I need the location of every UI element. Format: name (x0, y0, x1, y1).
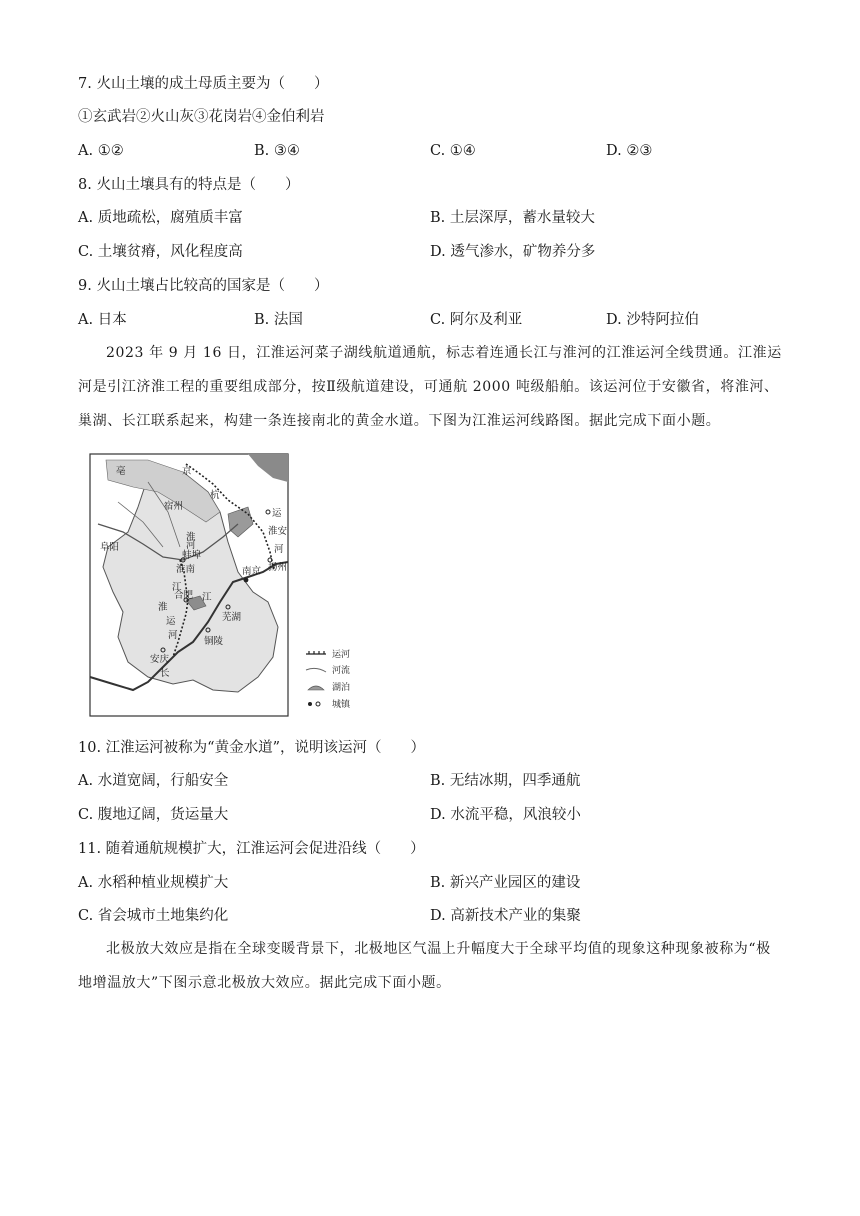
passage-canal (78, 336, 784, 438)
passage-canal-text: 2023 年 9 月 16 日，江淮运河菜子湖线航道通航，标志着连通长江与淮河的江淮运河全线贯通。江淮运河是引江济淮工程的重要组成部分，按Ⅱ级航道建设，可通航 2000 吨级船舶。该运河位于安徽省，将淮河、巢湖、长江联系起来，构建一条连接南北的黄金水道。下图为江淮运河线路图。据此完成下面小题。 (78, 345, 782, 429)
legend-canal-symbol (306, 651, 326, 654)
canal-route-map (88, 452, 378, 720)
q9-option-d: D. 沙特阿拉伯 (606, 312, 699, 328)
map-legend (306, 649, 351, 710)
label-tongling: 铜陵 (204, 636, 224, 647)
passage-arctic (78, 932, 784, 1000)
label-suzhou: 宿州 (164, 501, 184, 512)
label-wuhu: 芜湖 (222, 612, 242, 623)
label-chang: 长 (160, 668, 170, 679)
q9-option-b: B. 法国 (254, 312, 303, 328)
label-he-right: 河 (274, 544, 284, 555)
q11-option-b: B. 新兴产业园区的建设 (430, 875, 581, 891)
legend-lake-symbol (308, 686, 324, 690)
q9-option-c: C. 阿尔及利亚 (430, 312, 523, 328)
q8-option-a: A. 质地疏松，腐殖质丰富 (78, 210, 243, 226)
label-huainan: 淮南 (176, 564, 196, 575)
q7-option-a: A. ①② (78, 143, 124, 159)
passage-arctic-text: 北极放大效应是指在全球变暖背景下，北极地区气温上升幅度大于全球平均值的现象这种现象被称为“极地增温放大”下图示意北极放大效应。据此完成下面小题。 (78, 941, 771, 991)
q10-option-b: B. 无结冰期，四季通航 (430, 773, 581, 789)
q10-option-c: C. 腹地辽阔，货运量大 (78, 807, 229, 823)
label-jiang: 江 (172, 582, 182, 593)
label-yun-right: 运 (272, 508, 282, 519)
q10-option-d: D. 水流平稳，风浪较小 (430, 807, 581, 823)
legend-lake: 湖泊 (332, 683, 351, 693)
q9-stem: 9. 火山土壤占比较高的国家是（ ） (78, 278, 329, 294)
label-bozhou: 亳 (116, 466, 126, 477)
label-yangzhou: 扬州 (268, 562, 288, 573)
label-bengbu: 蚌埠 (182, 550, 202, 561)
label-fuyang: 阜阳 (100, 542, 120, 553)
label-hang: 杭 (210, 490, 220, 501)
q8-stem: 8. 火山土壤具有的特点是（ ） (78, 177, 300, 193)
label-hefei: 合肥 (174, 590, 194, 601)
legend-city-symbol-1 (308, 702, 312, 706)
label-nanjing: 南京 (242, 566, 262, 577)
legend-city-symbol-2 (316, 702, 320, 706)
q10-option-a: A. 水道宽阔，行船安全 (78, 773, 229, 789)
label-huai-left: 淮 (158, 602, 168, 613)
q9-option-a: A. 日本 (78, 312, 127, 328)
q7-items: ①玄武岩②火山灰③花岗岩④金伯利岩 (78, 109, 325, 125)
label-jing: 京 (182, 466, 192, 477)
q8-option-c: C. 土壤贫瘠，风化程度高 (78, 244, 243, 260)
q10-stem: 10. 江淮运河被称为“黄金水道”，说明该运河（ ） (78, 740, 425, 756)
q11-option-a: A. 水稻种植业规模扩大 (78, 875, 229, 891)
label-he-left: 河 (168, 630, 178, 641)
city-nanjing-dot (244, 578, 249, 583)
q8-option-b: B. 土层深厚，蓄水量较大 (430, 210, 595, 226)
legend-river-symbol (306, 668, 326, 672)
q11-stem: 11. 随着通航规模扩大，江淮运河会促进沿线（ ） (78, 841, 425, 857)
label-huai: 淮 (186, 532, 196, 543)
q7-option-c: C. ①④ (430, 143, 476, 159)
label-huaian: 淮安 (268, 526, 288, 537)
legend-river: 河流 (332, 666, 351, 676)
q7-option-b: B. ③④ (254, 143, 300, 159)
label-anqing: 安庆 (150, 654, 170, 665)
legend-canal: 运河 (332, 650, 351, 660)
q11-option-d: D. 高新技术产业的集聚 (430, 908, 581, 924)
label-yun-left: 运 (166, 616, 176, 627)
label-he: 河 (186, 540, 196, 551)
q7-option-d: D. ②③ (606, 143, 653, 159)
legend-city: 城镇 (332, 700, 351, 710)
q11-option-c: C. 省会城市土地集约化 (78, 908, 229, 924)
q7-stem: 7. 火山土壤的成土母质主要为（ ） (78, 76, 329, 92)
label-jiang-right: 江 (202, 592, 212, 603)
q8-option-d: D. 透气渗水，矿物养分多 (430, 244, 596, 260)
